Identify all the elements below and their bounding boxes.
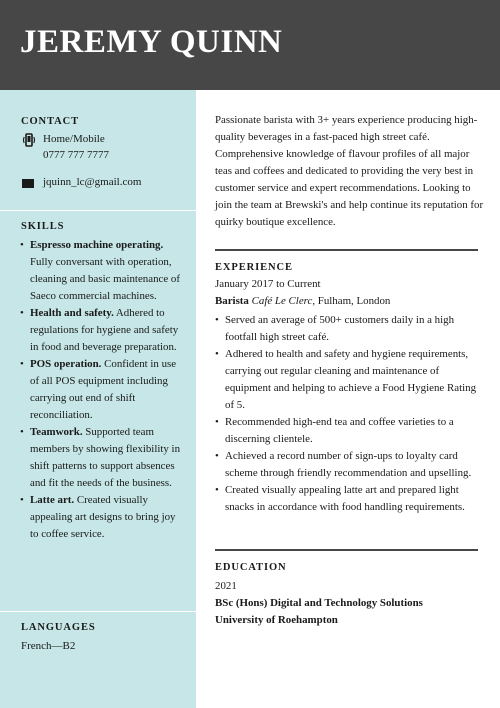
list-item: • Health and safety. Adhered to regulations for hygiene and safety in food and beverage preparation. [20,305,185,356]
education-title: EDUCATION [215,562,287,573]
experience-title: EXPERIENCE [215,262,293,273]
profile-summary: Passionate barista with 3+ years experience producing high-quality beverages in a fast-paced high street café. Comprehensive knowledge of flavour profiles of all major teas and coffees and dedicated to providing the very best in customer service and expert recommendations. Looking to join the team at Brewski's and help continue its reputation for quirky boutique excellence. [215,114,484,228]
list-item: • POS operation. Confident in use of all POS equipment including carrying out end of shift reconciliation. [20,356,185,424]
sidebar-divider [0,611,196,612]
list-item: • Espresso machine operating. Fully conversant with operation, cleaning and basic maintenance of Saeco commercial machines. [20,237,185,305]
contact-title: CONTACT [21,116,80,127]
header-banner [0,0,500,90]
skills-list [20,237,185,543]
languages-title: LANGUAGES [21,622,96,633]
education-school: University of Roehampton [215,614,338,626]
sidebar [0,90,196,708]
list-item: • Latte art. Created visually appealing art designs to bring joy to coffee service. [20,492,185,543]
language-entry: French—B2 [21,640,76,652]
section-divider [215,249,478,251]
list-item: • Teamwork. Supported team members by showing flexibility in shift patterns to support absences and fit the needs of the business. [20,424,185,492]
job-heading [215,295,390,307]
education-degree: BSc (Hons) Digital and Technology Solutions [215,597,423,609]
education-year: 2021 [215,580,237,592]
mail-icon [22,179,34,188]
list-item: • Created visually appealing latte art and prepared light snacks in accordance with food handling requirements. [215,482,483,516]
phone-number[interactable]: 0777 777 7777 [43,148,109,161]
email-link[interactable]: jquinn_lc@gmail.com [43,176,142,188]
list-item: • Recommended high-end tea and coffee varieties to a discerning clientele. [215,414,483,448]
job-title: Barista [215,295,249,307]
job-dates: January 2017 to Current [215,278,321,290]
section-divider [215,549,478,551]
phone-label: Home/Mobile [43,133,105,145]
phone-icon [22,133,36,147]
list-item: • Achieved a record number of sign-ups to loyalty card scheme through friendly recommendation and upselling. [215,448,483,482]
skills-title: SKILLS [21,221,65,232]
job-location: , Fulham, London [312,295,391,307]
sidebar-divider [0,210,196,211]
list-item: • Adhered to health and safety and hygiene requirements, carrying out regular cleaning and maintenance of equipment and helping to achieve a Food Hygiene Rating of 5. [215,346,483,414]
experience-bullets [215,312,483,516]
candidate-name: JEREMY QUINN [20,24,283,60]
employer: Café Le Clerc [251,295,313,307]
list-item: • Served an average of 500+ customers daily in a high footfall high street café. [215,312,483,346]
